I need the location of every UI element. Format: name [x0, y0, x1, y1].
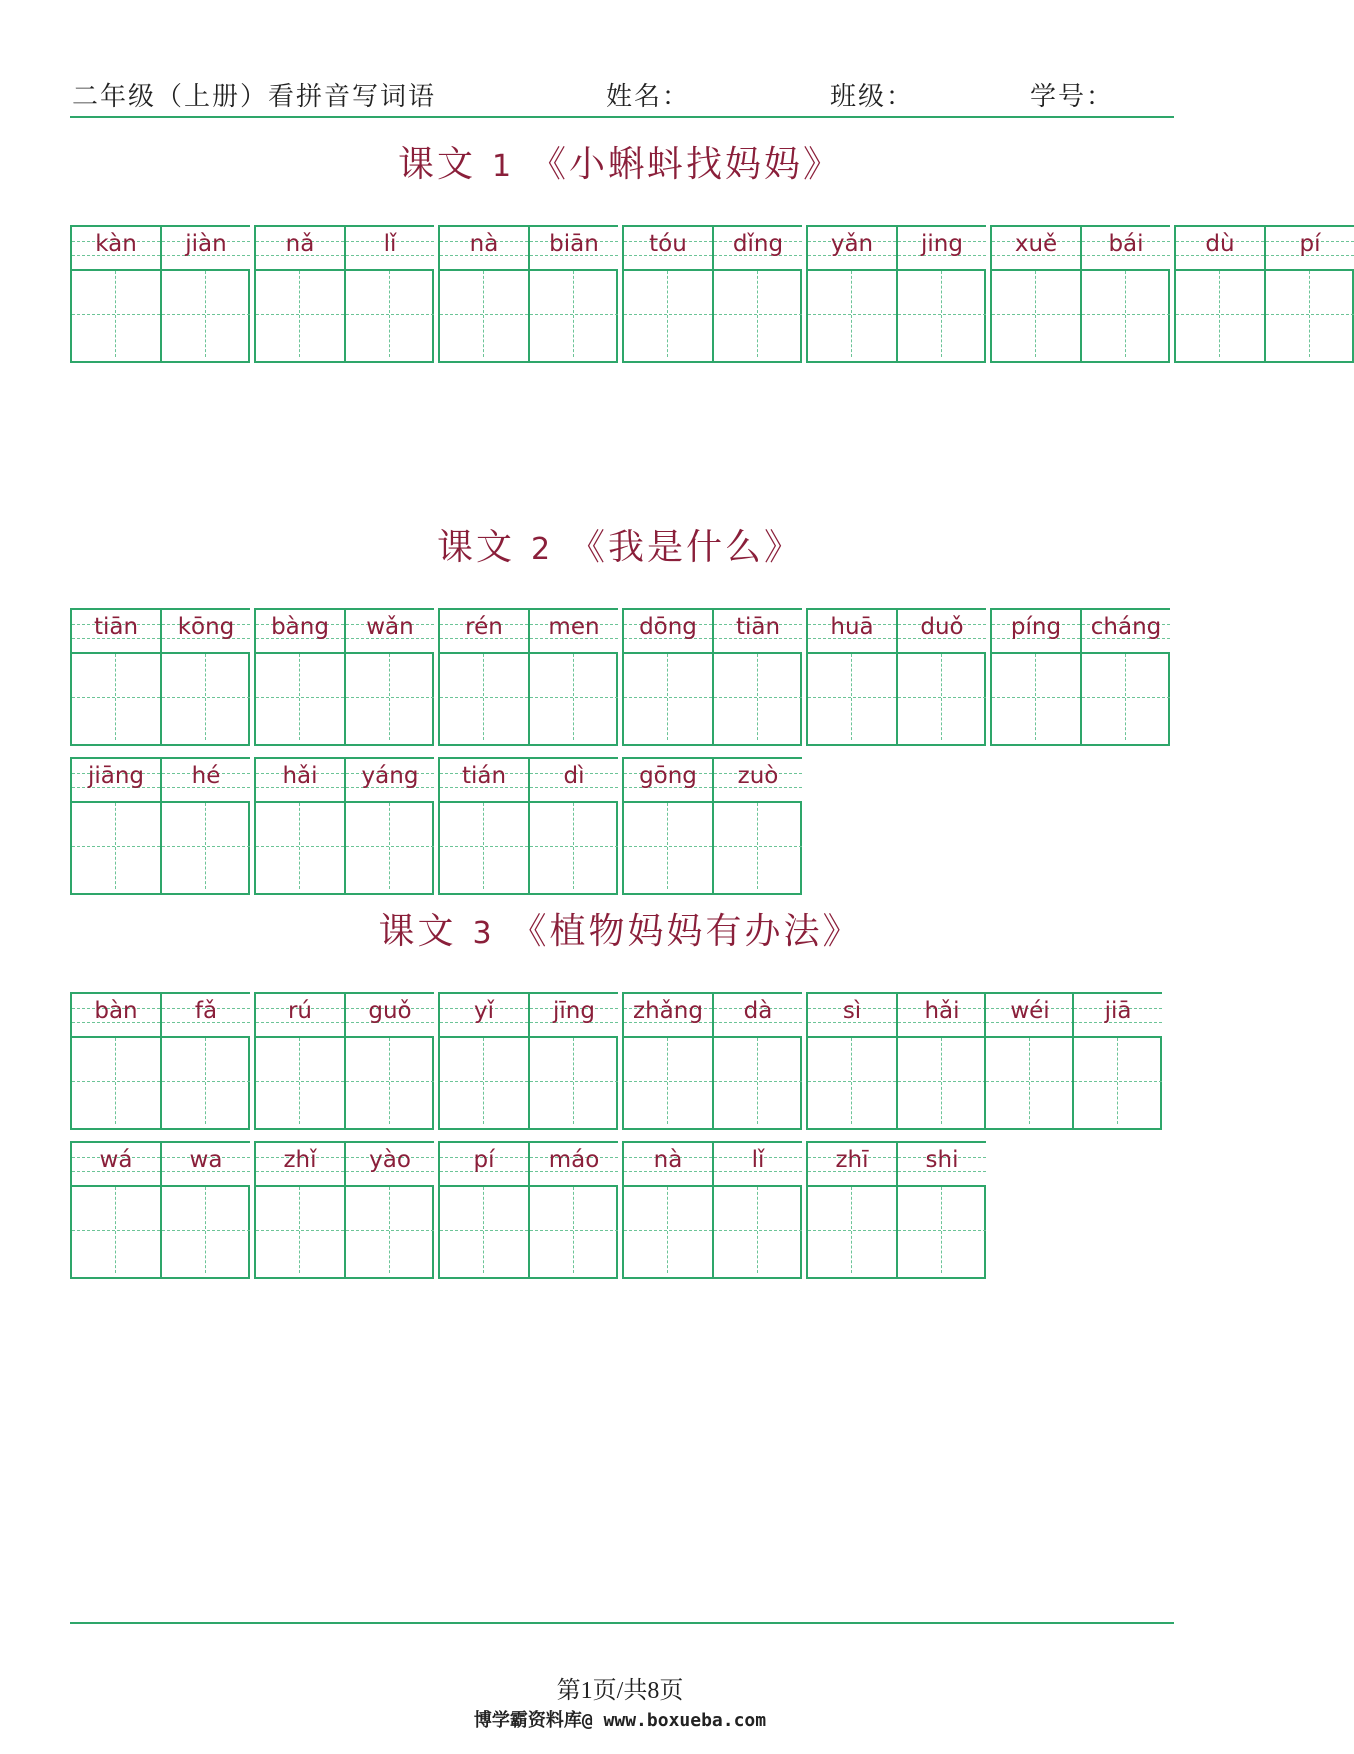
pinyin-row [808, 994, 896, 1038]
name-label: 姓名： [606, 82, 691, 112]
pinyin-row [714, 1143, 802, 1187]
pinyin-text: yáng [361, 763, 419, 789]
word-box [990, 608, 1170, 746]
pinyin-text: bàng [271, 614, 329, 640]
pinyin-text: jiāng [87, 763, 145, 789]
pinyin-row [256, 227, 344, 271]
pinyin-row [346, 759, 434, 803]
pinyin-text: yǐ [473, 998, 494, 1024]
writing-grid[interactable] [1074, 1038, 1162, 1124]
word-box [438, 1141, 618, 1279]
writing-grid[interactable] [162, 803, 250, 889]
pinyin-text: men [548, 614, 600, 640]
pinyin-row [714, 759, 802, 803]
word-box [254, 992, 434, 1130]
pinyin-text: fǎ [194, 998, 218, 1024]
pinyin-row [530, 759, 618, 803]
writing-grid[interactable] [898, 271, 986, 357]
writing-grid[interactable] [808, 1187, 896, 1273]
word-box [622, 225, 802, 363]
pinyin-text: hǎi [282, 763, 318, 789]
character-cell [1176, 227, 1264, 361]
pinyin-text: yǎn [830, 231, 874, 257]
character-cell [1080, 227, 1168, 361]
character-cell [528, 759, 616, 893]
pinyin-row [898, 1143, 986, 1187]
writing-grid[interactable] [346, 1038, 434, 1124]
pinyin-text: nà [653, 1147, 683, 1173]
writing-grid[interactable] [714, 803, 802, 889]
writing-grid[interactable] [72, 803, 160, 889]
pinyin-text: zhǎng [633, 998, 703, 1024]
writing-grid[interactable] [162, 654, 250, 740]
worksheet-header [70, 70, 1174, 118]
pinyin-text: duǒ [920, 614, 964, 640]
character-cell [344, 1143, 432, 1277]
pinyin-text: rén [465, 614, 503, 640]
pinyin-text: hé [191, 763, 221, 789]
character-cell [160, 994, 248, 1128]
pinyin-row [530, 610, 618, 654]
writing-grid[interactable] [440, 271, 528, 357]
character-cell [72, 994, 160, 1128]
pinyin-row [808, 1143, 896, 1187]
pinyin-text: sì [842, 998, 862, 1024]
pinyin-row [346, 994, 434, 1038]
word-box [622, 608, 802, 746]
character-cell [992, 227, 1080, 361]
pinyin-row [624, 227, 712, 271]
pinyin-text: dì [563, 763, 585, 789]
pinyin-text: shi [925, 1147, 959, 1173]
character-cell [896, 1143, 984, 1277]
character-cell [624, 759, 712, 893]
word-box [70, 757, 250, 895]
character-cell [624, 610, 712, 744]
word-box [438, 225, 618, 363]
class-label: 班级： [830, 82, 915, 112]
word-box [70, 1141, 250, 1279]
pinyin-text: máo [548, 1147, 600, 1173]
lesson-number: 3 [472, 916, 495, 951]
character-cell [344, 610, 432, 744]
pinyin-row [162, 1143, 250, 1187]
writing-grid[interactable] [346, 271, 434, 357]
pinyin-text: zuò [737, 763, 779, 789]
pinyin-row [1074, 994, 1162, 1038]
character-cell [256, 1143, 344, 1277]
word-box [254, 1141, 434, 1279]
writing-grid[interactable] [530, 803, 618, 889]
pinyin-text: dǐng [732, 231, 784, 257]
writing-grid[interactable] [256, 803, 344, 889]
character-cell [1072, 994, 1160, 1128]
pinyin-row [440, 227, 528, 271]
character-cell [344, 227, 432, 361]
pinyin-row [714, 227, 802, 271]
pinyin-text: kàn [95, 231, 137, 257]
lesson-number: 1 [491, 149, 515, 184]
lesson-name: 《植物妈妈有办法》 [510, 911, 862, 952]
character-cell [160, 1143, 248, 1277]
pinyin-row [624, 610, 712, 654]
writing-grid[interactable] [72, 654, 160, 740]
pinyin-row [898, 227, 986, 271]
pinyin-text: tiān [735, 614, 781, 640]
pinyin-text: nà [469, 231, 499, 257]
pinyin-text: gōng [639, 763, 697, 789]
character-cell [528, 1143, 616, 1277]
lesson-prefix: 课文 [436, 527, 515, 568]
pinyin-row [162, 227, 250, 271]
writing-grid[interactable] [530, 1187, 618, 1273]
character-cell [624, 227, 712, 361]
pinyin-text: biān [549, 231, 599, 257]
pinyin-row [530, 227, 618, 271]
writing-grid[interactable] [898, 1038, 986, 1124]
writing-grid[interactable] [1176, 271, 1264, 357]
lesson-prefix: 课文 [378, 911, 457, 952]
writing-grid[interactable] [1082, 654, 1170, 740]
pinyin-text: tiān [93, 614, 139, 640]
writing-grid[interactable] [346, 803, 434, 889]
pinyin-row [624, 1143, 712, 1187]
word-box [438, 992, 618, 1130]
character-cell [160, 759, 248, 893]
writing-grid[interactable] [256, 654, 344, 740]
pinyin-text: nǎ [285, 231, 315, 257]
writing-grid[interactable] [440, 654, 528, 740]
character-cell [440, 227, 528, 361]
pinyin-row [256, 994, 344, 1038]
pinyin-text: bàn [94, 998, 138, 1024]
pinyin-text: cháng [1090, 614, 1162, 640]
pinyin-text: yào [369, 1147, 411, 1173]
pinyin-text: dù [1205, 231, 1235, 257]
word-box [806, 992, 1162, 1130]
pinyin-row [256, 1143, 344, 1187]
pinyin-text: guǒ [368, 998, 412, 1024]
pinyin-text: dà [743, 998, 773, 1024]
character-cell [256, 227, 344, 361]
character-cell [160, 227, 248, 361]
writing-grid[interactable] [624, 803, 712, 889]
character-cell [808, 227, 896, 361]
character-cell [712, 610, 800, 744]
character-cell [344, 994, 432, 1128]
pinyin-row [1266, 227, 1354, 271]
character-cell [624, 1143, 712, 1277]
pinyin-row [162, 759, 250, 803]
writing-grid[interactable] [808, 654, 896, 740]
word-box [1174, 225, 1354, 363]
character-cell [624, 994, 712, 1128]
writing-grid[interactable] [346, 1187, 434, 1273]
pinyin-text: wá [99, 1147, 133, 1173]
pinyin-text: jiā [1104, 998, 1132, 1024]
writing-grid[interactable] [898, 1187, 986, 1273]
character-cell [72, 1143, 160, 1277]
pinyin-row [898, 994, 986, 1038]
lesson-title [0, 145, 1240, 187]
pinyin-row [256, 610, 344, 654]
lesson-name: 《我是什么》 [569, 527, 804, 568]
word-box [622, 1141, 802, 1279]
word-box [438, 757, 618, 895]
character-cell [712, 227, 800, 361]
pinyin-row [72, 1143, 160, 1187]
character-cell [344, 759, 432, 893]
writing-grid[interactable] [256, 271, 344, 357]
pinyin-row [808, 227, 896, 271]
word-box [622, 757, 802, 895]
writing-grid[interactable] [72, 1038, 160, 1124]
pinyin-row [530, 994, 618, 1038]
word-box [254, 608, 434, 746]
writing-grid[interactable] [624, 654, 712, 740]
writing-grid[interactable] [714, 654, 802, 740]
writing-grid[interactable] [256, 1187, 344, 1273]
word-box [806, 1141, 986, 1279]
character-cell [440, 610, 528, 744]
character-cell [256, 994, 344, 1128]
pinyin-row [72, 759, 160, 803]
pinyin-row [162, 610, 250, 654]
pinyin-text: lǐ [751, 1147, 765, 1173]
pinyin-row [898, 610, 986, 654]
pinyin-row [714, 994, 802, 1038]
lesson-title [0, 912, 1240, 954]
word-box [70, 225, 250, 363]
pinyin-row [72, 227, 160, 271]
word-box [806, 225, 986, 363]
pinyin-row [440, 610, 528, 654]
pinyin-text: dōng [639, 614, 697, 640]
pinyin-text: wéi [1010, 998, 1050, 1024]
pinyin-text: píng [1010, 614, 1062, 640]
writing-grid[interactable] [624, 271, 712, 357]
pinyin-text: jing [921, 231, 963, 257]
pinyin-text: wa [189, 1147, 223, 1173]
writing-grid[interactable] [72, 1187, 160, 1273]
pinyin-row [162, 994, 250, 1038]
writing-grid[interactable] [624, 1038, 712, 1124]
character-cell [992, 610, 1080, 744]
pinyin-row [72, 610, 160, 654]
pinyin-text: tián [461, 763, 507, 789]
pinyin-text: hǎi [924, 998, 960, 1024]
pinyin-text: kōng [177, 614, 235, 640]
character-cell [440, 759, 528, 893]
character-cell [712, 759, 800, 893]
character-cell [896, 227, 984, 361]
worksheet-title: 二年级（上册）看拼音写词语 [72, 82, 437, 112]
pinyin-text: bái [1108, 231, 1144, 257]
pinyin-row [346, 227, 434, 271]
character-cell [72, 227, 160, 361]
character-cell [896, 610, 984, 744]
lesson-number: 2 [530, 532, 554, 567]
character-cell [440, 994, 528, 1128]
pinyin-text: rú [287, 998, 313, 1024]
writing-grid[interactable] [530, 271, 618, 357]
writing-grid[interactable] [440, 803, 528, 889]
pinyin-row [992, 227, 1080, 271]
writing-grid[interactable] [1082, 271, 1170, 357]
writing-grid[interactable] [530, 1038, 618, 1124]
pinyin-row [624, 759, 712, 803]
site-credit: 博学霸资料库@ www.boxueba.com [473, 1710, 767, 1731]
writing-grid[interactable] [808, 271, 896, 357]
word-box [438, 608, 618, 746]
character-cell [528, 227, 616, 361]
pinyin-row [72, 994, 160, 1038]
pinyin-row [624, 994, 712, 1038]
word-box [622, 992, 802, 1130]
character-cell [256, 759, 344, 893]
pinyin-text: xuě [1014, 231, 1058, 257]
footer-divider [70, 1622, 1174, 1624]
pinyin-row [440, 759, 528, 803]
writing-grid[interactable] [992, 271, 1080, 357]
pinyin-text: lǐ [383, 231, 397, 257]
writing-grid[interactable] [992, 654, 1080, 740]
word-box [70, 608, 250, 746]
pinyin-text: tóu [649, 231, 687, 257]
character-cell [712, 994, 800, 1128]
writing-grid[interactable] [440, 1038, 528, 1124]
pinyin-text: wǎn [366, 614, 414, 640]
pinyin-text: pí [1299, 231, 1321, 257]
character-cell [72, 610, 160, 744]
pinyin-row [256, 759, 344, 803]
pinyin-row [346, 1143, 434, 1187]
writing-grid[interactable] [714, 1038, 802, 1124]
writing-grid[interactable] [624, 1187, 712, 1273]
pinyin-text: zhī [835, 1147, 869, 1173]
writing-grid[interactable] [986, 1038, 1074, 1124]
character-cell [808, 994, 896, 1128]
pinyin-row [808, 610, 896, 654]
writing-grid[interactable] [898, 654, 986, 740]
pinyin-row [986, 994, 1074, 1038]
writing-grid[interactable] [256, 1038, 344, 1124]
writing-grid[interactable] [72, 271, 160, 357]
character-cell [528, 610, 616, 744]
writing-grid[interactable] [1266, 271, 1354, 357]
character-cell [528, 994, 616, 1128]
writing-grid[interactable] [440, 1187, 528, 1273]
pinyin-row [530, 1143, 618, 1187]
student-id-label: 学号： [1030, 82, 1115, 112]
writing-grid[interactable] [808, 1038, 896, 1124]
character-cell [440, 1143, 528, 1277]
writing-grid[interactable] [714, 1187, 802, 1273]
pinyin-text: pí [473, 1147, 495, 1173]
character-cell [984, 994, 1072, 1128]
pinyin-row [1082, 227, 1170, 271]
writing-grid[interactable] [530, 654, 618, 740]
pinyin-text: jīng [553, 998, 595, 1024]
pinyin-row [346, 610, 434, 654]
character-cell [896, 994, 984, 1128]
word-box [990, 225, 1170, 363]
character-cell [72, 759, 160, 893]
character-cell [160, 610, 248, 744]
pinyin-row [992, 610, 1080, 654]
writing-grid[interactable] [162, 271, 250, 357]
pinyin-row [440, 1143, 528, 1187]
pinyin-text: jiàn [185, 231, 227, 257]
writing-grid[interactable] [162, 1038, 250, 1124]
lesson-name: 《小蝌蚪找妈妈》 [530, 144, 843, 185]
character-cell [256, 610, 344, 744]
pinyin-row [440, 994, 528, 1038]
pinyin-row [714, 610, 802, 654]
word-box [254, 757, 434, 895]
lesson-prefix: 课文 [397, 144, 476, 185]
pinyin-row [1176, 227, 1264, 271]
lesson-title [0, 528, 1240, 570]
word-box [70, 992, 250, 1130]
page-number: 第1页/共8页 [556, 1678, 684, 1704]
writing-grid[interactable] [162, 1187, 250, 1273]
character-cell [808, 1143, 896, 1277]
character-cell [808, 610, 896, 744]
pinyin-row [1082, 610, 1170, 654]
writing-grid[interactable] [714, 271, 802, 357]
writing-grid[interactable] [346, 654, 434, 740]
character-cell [1080, 610, 1168, 744]
pinyin-text: zhǐ [283, 1147, 317, 1173]
character-cell [1264, 227, 1352, 361]
word-box [254, 225, 434, 363]
word-box [806, 608, 986, 746]
character-cell [712, 1143, 800, 1277]
pinyin-text: huā [830, 614, 874, 640]
